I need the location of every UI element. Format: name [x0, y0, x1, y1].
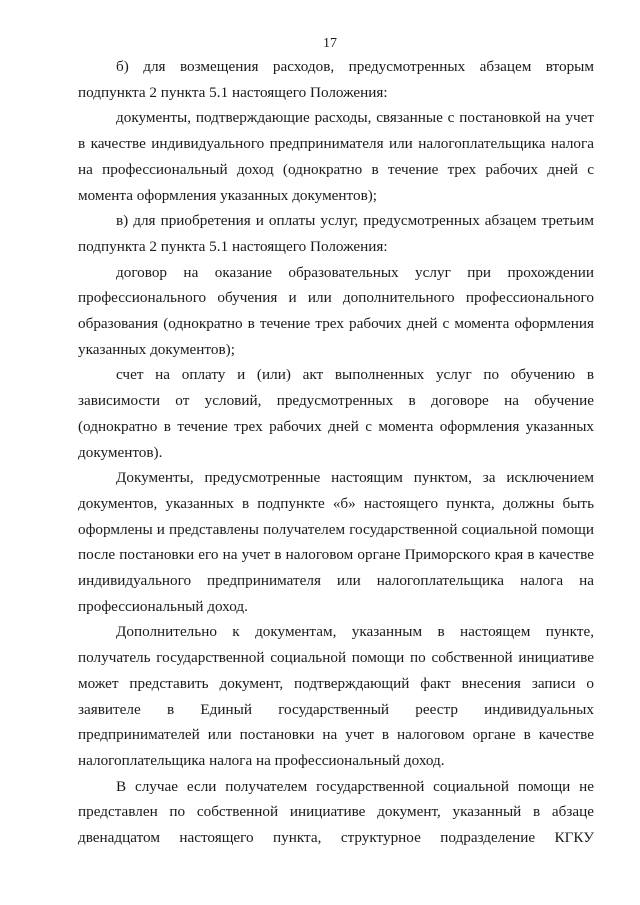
paragraph-if-not-provided: В случае если получателем государственной социальной помощи не представлен по собственной инициативе документ, указанный в абзаце двенадцатом настоящего пункта, структурное подразделение КГКУ — [78, 777, 594, 847]
paragraph-b-documents: документы, подтверждающие расходы, связанные с постановкой на учет в качестве индивидуального предпринимателя или налогоплательщика налога на профессиональный доход (однократно в течение трех рабочих дней с момента оформления указанных документов); — [78, 109, 594, 204]
paragraph-documents-requirements: Документы, предусмотренные настоящим пунктом, за исключением документов, указанных в подпункте «б» настоящего пункта, должны быть оформлены и представлены получателем государственной социальной помощи после постановки его на учет в налоговом органе Приморского края в качестве индивидуального предпринимателя или налогоплательщика налога на профессиональный доход. — [78, 469, 594, 615]
paragraph-b-heading: б) для возмещения расходов, предусмотренных абзацем вторым подпункта 2 пункта 5.1 настоящего Положения: — [78, 58, 594, 101]
paragraph-contract: договор на оказание образовательных услуг при прохождении профессионального обучения и или дополнительного профессионального образования (однократно в течение трех рабочих дней с момента оформления указанных документов); — [78, 263, 594, 358]
paragraph-v-heading: в) для приобретения и оплаты услуг, предусмотренных абзацем третьим подпункта 2 пункта 5.1 настоящего Положения: — [78, 212, 594, 255]
paragraph-additional-documents: Дополнительно к документам, указанным в настоящем пункте, получатель государственной социальной помощи по собственной инициативе может представить документ, подтверждающий факт внесения записи о заявителе в Единый государственный реестр индивидуальных предпринимателей или постановки на учет в налоговом органе в качестве налогоплательщика налога на профессиональный доход. — [78, 623, 594, 769]
page-number: 17 — [323, 36, 337, 51]
document-body — [78, 54, 594, 851]
paragraph-invoice: счет на оплату и (или) акт выполненных услуг по обучению в зависимости от условий, предусмотренных в договоре на обучение (однократно в течение трех рабочих дней с момента оформления указанных документов). — [78, 366, 594, 461]
